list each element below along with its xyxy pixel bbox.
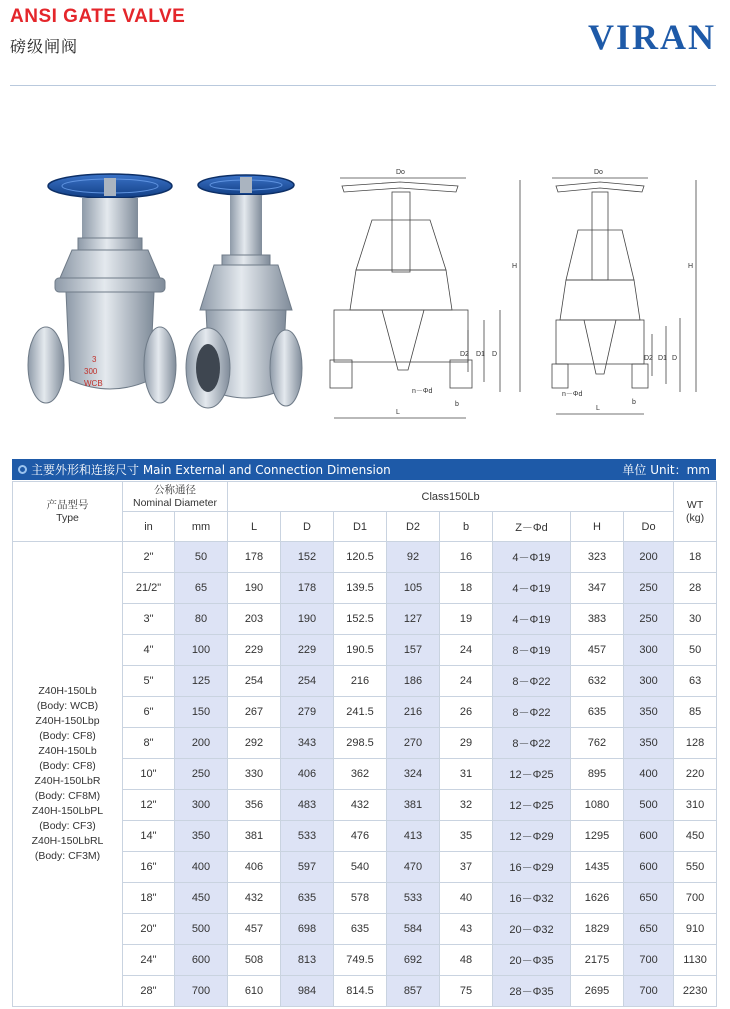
table-cell: 65 bbox=[175, 573, 228, 604]
table-cell: 127 bbox=[387, 604, 440, 635]
table-cell: 650 bbox=[624, 883, 674, 914]
type-header: 产品型号 Type bbox=[13, 482, 123, 542]
col-header-b: b bbox=[440, 512, 493, 542]
table-cell: 37 bbox=[440, 852, 493, 883]
table-cell: 1295 bbox=[571, 821, 624, 852]
nominal-diameter-header: 公称通径 Nominal Diameter bbox=[123, 482, 228, 512]
table-cell: 632 bbox=[571, 666, 624, 697]
table-cell: 650 bbox=[624, 914, 674, 945]
table-cell: 470 bbox=[387, 852, 440, 883]
table-cell: 128 bbox=[674, 728, 717, 759]
type-line: Z40H-150LbRL bbox=[31, 835, 104, 847]
svg-text:Do: Do bbox=[396, 169, 405, 176]
type-cell bbox=[13, 542, 123, 1007]
table-cell: 254 bbox=[228, 666, 281, 697]
table-cell: 120.5 bbox=[334, 542, 387, 573]
type-line: (Body: WCB) bbox=[36, 700, 99, 712]
table-cell: 356 bbox=[228, 790, 281, 821]
table-cell: 814.5 bbox=[334, 976, 387, 1007]
table-cell: 4－Φ19 bbox=[493, 542, 571, 573]
table-cell: 8－Φ22 bbox=[493, 697, 571, 728]
table-cell: 500 bbox=[624, 790, 674, 821]
table-cell: 413 bbox=[387, 821, 440, 852]
table-cell: 18 bbox=[440, 573, 493, 604]
table-cell: 1130 bbox=[674, 945, 717, 976]
table-cell: 20" bbox=[123, 914, 175, 945]
table-cell: 910 bbox=[674, 914, 717, 945]
table-cell: 43 bbox=[440, 914, 493, 945]
table-cell: 362 bbox=[334, 759, 387, 790]
table-cell: 14" bbox=[123, 821, 175, 852]
type-line: (Body: CF3) bbox=[39, 820, 96, 832]
table-cell: 292 bbox=[228, 728, 281, 759]
svg-text:D1: D1 bbox=[476, 351, 485, 358]
table-cell: 6" bbox=[123, 697, 175, 728]
type-line: Z40H-150Lbp bbox=[35, 715, 100, 727]
table-cell: 203 bbox=[228, 604, 281, 635]
table-cell: 700 bbox=[175, 976, 228, 1007]
table-cell: 10" bbox=[123, 759, 175, 790]
table-cell: 152.5 bbox=[334, 604, 387, 635]
svg-text:3: 3 bbox=[92, 355, 97, 364]
table-cell: 457 bbox=[228, 914, 281, 945]
svg-text:D2: D2 bbox=[460, 351, 469, 358]
table-cell: 400 bbox=[624, 759, 674, 790]
table-cell: 298.5 bbox=[334, 728, 387, 759]
table-cell: 406 bbox=[228, 852, 281, 883]
table-cell: 216 bbox=[387, 697, 440, 728]
table-cell: 578 bbox=[334, 883, 387, 914]
table-cell: 857 bbox=[387, 976, 440, 1007]
svg-text:n－Φd: n－Φd bbox=[562, 391, 583, 398]
product-figures bbox=[0, 160, 730, 440]
table-cell: 610 bbox=[228, 976, 281, 1007]
svg-text:D1: D1 bbox=[658, 355, 667, 362]
table-cell: 635 bbox=[281, 883, 334, 914]
col-header-h: H bbox=[571, 512, 624, 542]
col-header-d1: D1 bbox=[334, 512, 387, 542]
svg-text:D: D bbox=[672, 355, 678, 362]
table-cell: 12" bbox=[123, 790, 175, 821]
svg-text:L: L bbox=[596, 405, 600, 412]
dimension-table bbox=[12, 481, 717, 1007]
svg-text:WCB: WCB bbox=[84, 379, 103, 388]
table-cell: 190 bbox=[281, 604, 334, 635]
table-cell: 698 bbox=[281, 914, 334, 945]
table-cell: 347 bbox=[571, 573, 624, 604]
svg-text:b: b bbox=[632, 399, 636, 406]
table-cell: 600 bbox=[624, 852, 674, 883]
table-cell: 8－Φ22 bbox=[493, 728, 571, 759]
table-cell: 178 bbox=[228, 542, 281, 573]
table-cell: 92 bbox=[387, 542, 440, 573]
table-cell: 18 bbox=[674, 542, 717, 573]
type-line: (Body: CF8M) bbox=[34, 790, 101, 802]
table-cell: 533 bbox=[387, 883, 440, 914]
table-cell: 26 bbox=[440, 697, 493, 728]
table-cell: 250 bbox=[624, 604, 674, 635]
page-title: ANSI GATE VALVE bbox=[10, 6, 186, 27]
col-header-d: D bbox=[281, 512, 334, 542]
table-cell: 31 bbox=[440, 759, 493, 790]
table-cell: 75 bbox=[440, 976, 493, 1007]
table-cell: 406 bbox=[281, 759, 334, 790]
table-row bbox=[13, 542, 717, 573]
table-cell: 4－Φ19 bbox=[493, 604, 571, 635]
table-cell: 2175 bbox=[571, 945, 624, 976]
table-cell: 1829 bbox=[571, 914, 624, 945]
table-cell: 762 bbox=[571, 728, 624, 759]
table-cell: 457 bbox=[571, 635, 624, 666]
table-cell: 28－Φ35 bbox=[493, 976, 571, 1007]
table-cell: 24 bbox=[440, 666, 493, 697]
table-cell: 450 bbox=[175, 883, 228, 914]
table-cell: 63 bbox=[674, 666, 717, 697]
header-divider bbox=[10, 85, 716, 86]
brand-logo: VIRAN bbox=[587, 17, 716, 57]
table-cell: 381 bbox=[228, 821, 281, 852]
table-cell: 3" bbox=[123, 604, 175, 635]
table-cell: 200 bbox=[624, 542, 674, 573]
svg-text:D: D bbox=[492, 351, 498, 358]
table-cell: 300 bbox=[624, 635, 674, 666]
table-cell: 350 bbox=[624, 728, 674, 759]
table-cell: 178 bbox=[281, 573, 334, 604]
table-cell: 984 bbox=[281, 976, 334, 1007]
table-cell: 29 bbox=[440, 728, 493, 759]
table-cell: 250 bbox=[624, 573, 674, 604]
table-cell: 105 bbox=[387, 573, 440, 604]
table-cell: 50 bbox=[674, 635, 717, 666]
table-cell: 241.5 bbox=[334, 697, 387, 728]
table-cell: 12－Φ25 bbox=[493, 790, 571, 821]
valve-photo-2 bbox=[186, 175, 302, 408]
table-cell: 476 bbox=[334, 821, 387, 852]
svg-text:H: H bbox=[512, 263, 518, 270]
class-header: Class150Lb bbox=[228, 482, 674, 512]
table-cell: 250 bbox=[175, 759, 228, 790]
table-cell: 40 bbox=[440, 883, 493, 914]
table-cell: 30 bbox=[674, 604, 717, 635]
table-cell: 220 bbox=[674, 759, 717, 790]
table-cell: 24 bbox=[440, 635, 493, 666]
table-cell: 139.5 bbox=[334, 573, 387, 604]
table-cell: 229 bbox=[281, 635, 334, 666]
table-cell: 2" bbox=[123, 542, 175, 573]
table-cell: 157 bbox=[387, 635, 440, 666]
table-cell: 1080 bbox=[571, 790, 624, 821]
table-cell: 550 bbox=[674, 852, 717, 883]
table-cell: 19 bbox=[440, 604, 493, 635]
table-cell: 12－Φ25 bbox=[493, 759, 571, 790]
table-cell: 8" bbox=[123, 728, 175, 759]
table-cell: 152 bbox=[281, 542, 334, 573]
table-cell: 200 bbox=[175, 728, 228, 759]
table-cell: 483 bbox=[281, 790, 334, 821]
table-cell: 267 bbox=[228, 697, 281, 728]
table-cell: 48 bbox=[440, 945, 493, 976]
table-cell: 343 bbox=[281, 728, 334, 759]
weight-header: WT (kg) bbox=[674, 482, 717, 542]
table-cell: 540 bbox=[334, 852, 387, 883]
table-cell: 600 bbox=[175, 945, 228, 976]
table-cell: 100 bbox=[175, 635, 228, 666]
table-header-row-1 bbox=[13, 482, 717, 512]
table-cell: 190 bbox=[228, 573, 281, 604]
table-cell: 895 bbox=[571, 759, 624, 790]
table-cell: 80 bbox=[175, 604, 228, 635]
valve-photo-1 bbox=[28, 174, 176, 403]
table-cell: 186 bbox=[387, 666, 440, 697]
type-line: Z40H-150LbR bbox=[34, 775, 101, 787]
table-cell: 125 bbox=[175, 666, 228, 697]
table-cell: 229 bbox=[228, 635, 281, 666]
svg-text:n－Φd: n－Φd bbox=[412, 388, 433, 395]
table-cell: 323 bbox=[571, 542, 624, 573]
type-line: Z40H-150Lb bbox=[38, 685, 97, 697]
table-cell: 20－Φ35 bbox=[493, 945, 571, 976]
table-cell: 12－Φ29 bbox=[493, 821, 571, 852]
table-cell: 216 bbox=[334, 666, 387, 697]
table-cell: 432 bbox=[228, 883, 281, 914]
col-header-do: Do bbox=[624, 512, 674, 542]
table-cell: 20－Φ32 bbox=[493, 914, 571, 945]
svg-text:Do: Do bbox=[594, 169, 603, 176]
table-cell: 50 bbox=[175, 542, 228, 573]
circle-bullet-icon bbox=[18, 465, 27, 474]
table-cell: 700 bbox=[674, 883, 717, 914]
table-cell: 5" bbox=[123, 666, 175, 697]
table-cell: 597 bbox=[281, 852, 334, 883]
table-cell: 28 bbox=[674, 573, 717, 604]
svg-text:300: 300 bbox=[84, 367, 98, 376]
section-header bbox=[12, 459, 716, 480]
svg-text:H: H bbox=[688, 263, 694, 270]
table-cell: 692 bbox=[387, 945, 440, 976]
table-cell: 150 bbox=[175, 697, 228, 728]
table-cell: 813 bbox=[281, 945, 334, 976]
type-line: (Body: CF3M) bbox=[34, 850, 101, 862]
table-cell: 350 bbox=[175, 821, 228, 852]
table-cell: 8－Φ19 bbox=[493, 635, 571, 666]
dimension-drawing-2 bbox=[552, 169, 696, 414]
table-cell: 635 bbox=[571, 697, 624, 728]
table-cell: 21/2" bbox=[123, 573, 175, 604]
table-cell: 270 bbox=[387, 728, 440, 759]
table-cell: 700 bbox=[624, 945, 674, 976]
table-cell: 2230 bbox=[674, 976, 717, 1007]
table-cell: 635 bbox=[334, 914, 387, 945]
table-cell: 190.5 bbox=[334, 635, 387, 666]
page-subtitle-cn: 磅级闸阀 bbox=[10, 37, 79, 56]
section-title: 主要外形和连接尺寸 Main External and Connection Dimension bbox=[31, 463, 391, 477]
table-cell: 310 bbox=[674, 790, 717, 821]
table-cell: 381 bbox=[387, 790, 440, 821]
table-cell: 16－Φ32 bbox=[493, 883, 571, 914]
type-line: Z40H-150LbPL bbox=[31, 805, 104, 817]
table-cell: 330 bbox=[228, 759, 281, 790]
table-cell: 749.5 bbox=[334, 945, 387, 976]
table-cell: 16－Φ29 bbox=[493, 852, 571, 883]
table-cell: 324 bbox=[387, 759, 440, 790]
type-line: (Body: CF8) bbox=[39, 730, 96, 742]
table-cell: 35 bbox=[440, 821, 493, 852]
table-cell: 700 bbox=[624, 976, 674, 1007]
table-cell: 383 bbox=[571, 604, 624, 635]
col-header-zd: Z－Φd bbox=[493, 512, 571, 542]
svg-text:L: L bbox=[396, 409, 400, 416]
type-line: Z40H-150Lb bbox=[38, 745, 97, 757]
table-cell: 2695 bbox=[571, 976, 624, 1007]
table-cell: 85 bbox=[674, 697, 717, 728]
table-cell: 533 bbox=[281, 821, 334, 852]
unit-label: 单位 Unit：mm bbox=[622, 463, 710, 477]
table-cell: 450 bbox=[674, 821, 717, 852]
table-cell: 16" bbox=[123, 852, 175, 883]
table-cell: 32 bbox=[440, 790, 493, 821]
table-cell: 1626 bbox=[571, 883, 624, 914]
table-cell: 300 bbox=[624, 666, 674, 697]
col-header-in: in bbox=[123, 512, 175, 542]
table-cell: 4－Φ19 bbox=[493, 573, 571, 604]
table-cell: 18" bbox=[123, 883, 175, 914]
table-cell: 254 bbox=[281, 666, 334, 697]
svg-text:b: b bbox=[455, 401, 459, 408]
table-cell: 24" bbox=[123, 945, 175, 976]
table-cell: 1435 bbox=[571, 852, 624, 883]
table-cell: 400 bbox=[175, 852, 228, 883]
table-cell: 28" bbox=[123, 976, 175, 1007]
table-cell: 508 bbox=[228, 945, 281, 976]
col-header-mm: mm bbox=[175, 512, 228, 542]
dimension-drawing-1 bbox=[330, 169, 520, 418]
svg-text:D2: D2 bbox=[644, 355, 653, 362]
table-cell: 8－Φ22 bbox=[493, 666, 571, 697]
table-cell: 279 bbox=[281, 697, 334, 728]
table-cell: 300 bbox=[175, 790, 228, 821]
table-cell: 600 bbox=[624, 821, 674, 852]
table-cell: 500 bbox=[175, 914, 228, 945]
col-header-d2: D2 bbox=[387, 512, 440, 542]
table-cell: 584 bbox=[387, 914, 440, 945]
table-cell: 350 bbox=[624, 697, 674, 728]
table-cell: 4" bbox=[123, 635, 175, 666]
col-header-l: L bbox=[228, 512, 281, 542]
table-cell: 432 bbox=[334, 790, 387, 821]
table-cell: 16 bbox=[440, 542, 493, 573]
type-line: (Body: CF8) bbox=[39, 760, 96, 772]
